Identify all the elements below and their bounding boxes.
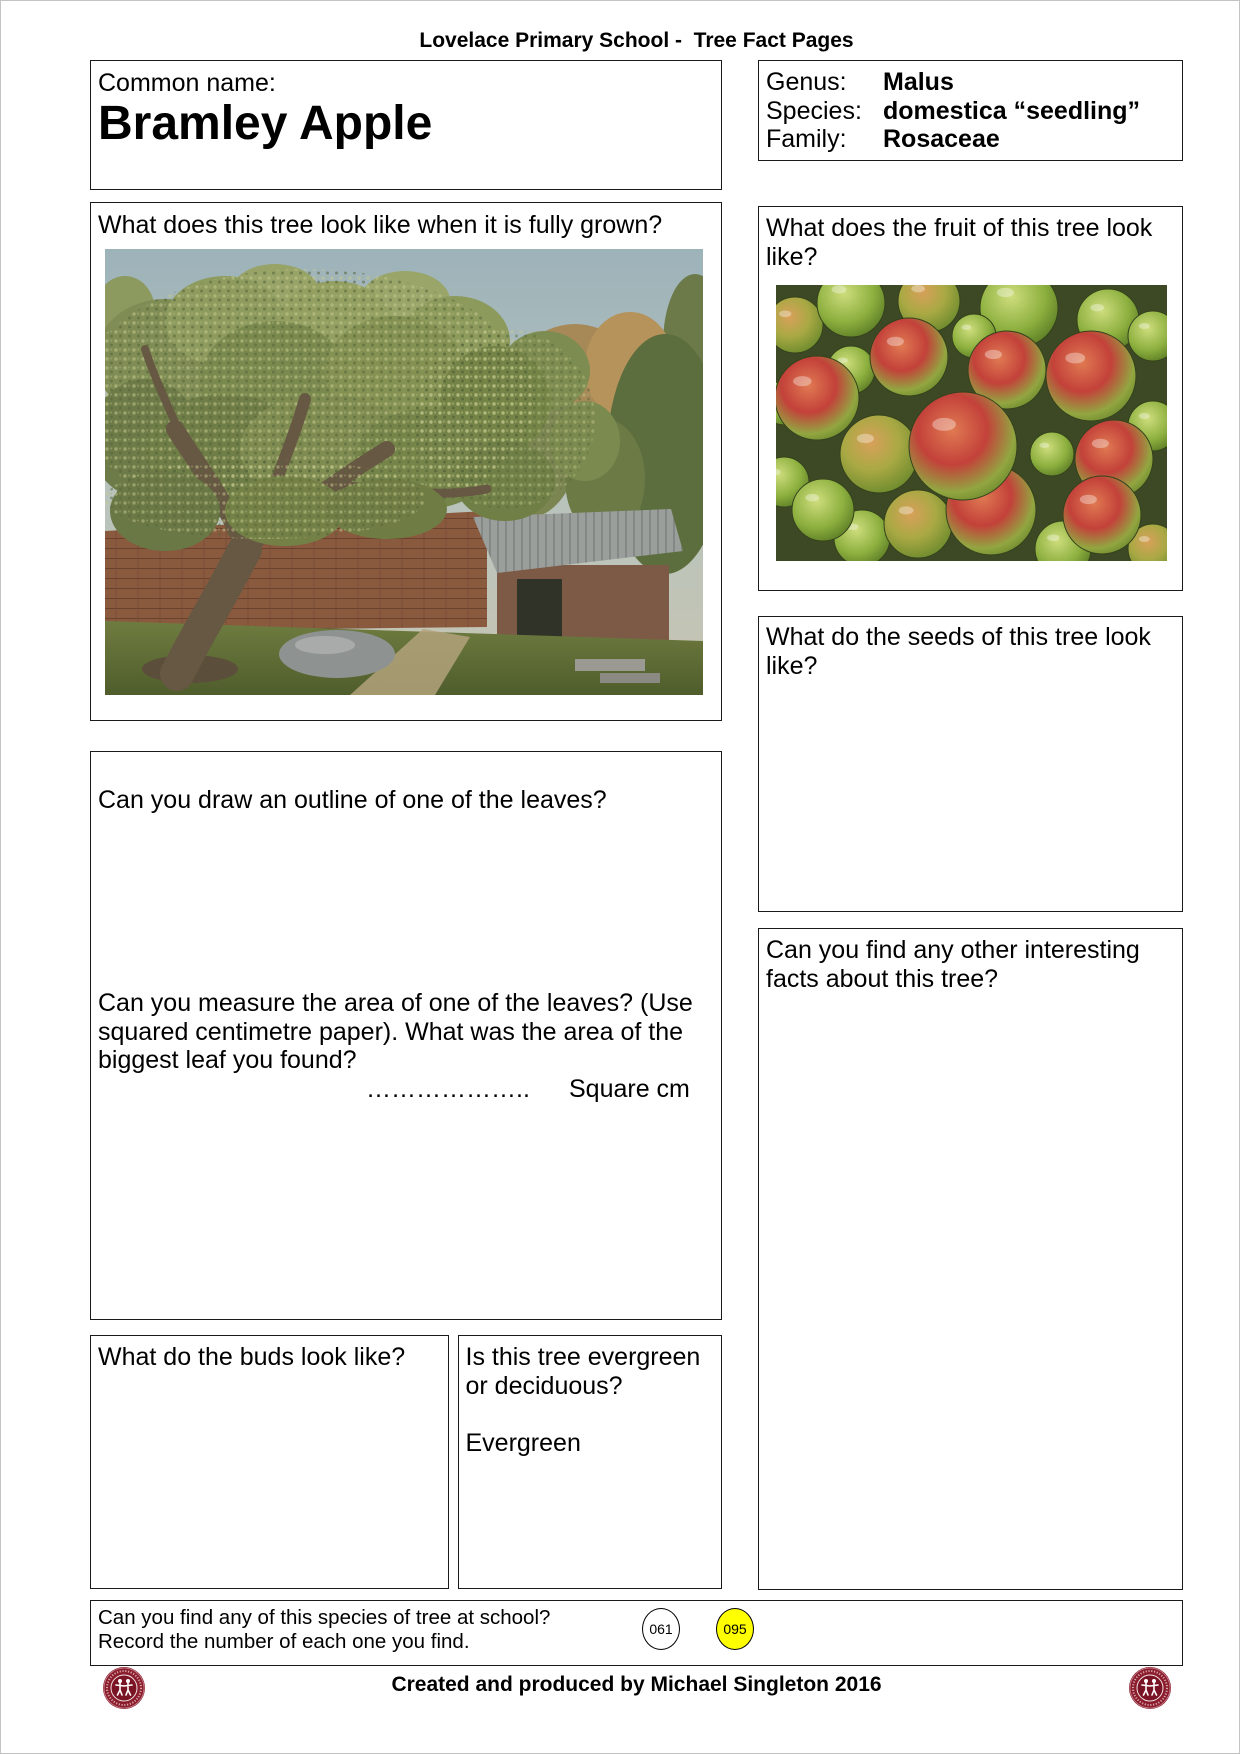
common-name-label: Common name:	[98, 69, 276, 97]
apple	[1063, 476, 1141, 554]
genus-value: Malus	[883, 68, 954, 96]
apple-highlight	[961, 324, 971, 329]
apple-highlight	[1138, 323, 1149, 329]
tree-tag-095: 095	[716, 1608, 754, 1650]
apple-highlight	[1047, 534, 1059, 541]
apple-highlight	[1039, 442, 1049, 447]
tree-tag-061: 061	[642, 1608, 680, 1650]
taxonomy-card	[758, 60, 1183, 161]
leaves-card	[90, 751, 722, 1320]
facts-card	[758, 928, 1183, 1590]
tree-count-card	[90, 1600, 1183, 1666]
tree-count-question-line1: Can you find any of this species of tree at school?	[98, 1605, 551, 1629]
apple-highlight	[1138, 536, 1149, 542]
apple	[909, 392, 1017, 500]
apple	[1046, 331, 1136, 421]
leaf-type-answer: Evergreen	[465, 1429, 581, 1457]
common-name-card	[90, 60, 722, 190]
apple-highlight	[793, 376, 811, 386]
apple-highlight	[932, 417, 956, 430]
apple	[1030, 432, 1074, 476]
apple	[840, 415, 918, 493]
apple-highlight	[805, 493, 819, 500]
leaf-area-question: Can you measure the area of one of the leaves? (Use squared centimetre paper). What was the area of the biggest leaf you found?	[98, 989, 693, 1074]
tree-count-question-line2: Record the number of each one you find.	[98, 1629, 470, 1653]
apple-highlight	[898, 506, 913, 514]
leaf-area-answer-blank: ………………..	[366, 1075, 530, 1103]
species-value: domestica “seedling”	[883, 96, 1141, 125]
fully-grown-card	[90, 202, 722, 721]
apple-highlight	[1065, 352, 1085, 363]
school-logo-icon	[1128, 1666, 1172, 1710]
leaf-type-card	[458, 1335, 722, 1589]
apple	[792, 479, 854, 541]
tree-painting	[105, 249, 703, 695]
apple-highlight	[984, 349, 1001, 358]
common-name: Bramley Apple	[98, 97, 433, 150]
apple-highlight	[856, 433, 873, 442]
buds-card	[90, 1335, 449, 1589]
genus-label: Genus:	[766, 68, 847, 96]
apple-highlight	[996, 287, 1013, 296]
fully-grown-question: What does this tree look like when it is fully grown?	[98, 211, 663, 239]
leaf-type-question: Is this tree evergreen or deciduous?	[465, 1343, 701, 1400]
apple-pile	[776, 285, 1167, 561]
apple-highlight	[1079, 494, 1096, 503]
buds-question: What do the buds look like?	[98, 1343, 406, 1371]
leaf-outline-question: Can you draw an outline of one of the leaves?	[98, 786, 607, 814]
fruit-question: What does the fruit of this tree look like?	[766, 214, 1153, 271]
seeds-question: What do the seeds of this tree look like?	[766, 623, 1151, 680]
apple-highlight	[779, 310, 791, 317]
apple-highlight	[911, 285, 925, 292]
apple-highlight	[831, 285, 846, 293]
apple-highlight	[886, 336, 903, 345]
header-title: Lovelace Primary School - Tree Fact Pages	[419, 29, 854, 52]
family-value: Rosaceae	[883, 125, 1000, 153]
facts-question: Can you find any other interesting facts about this tree?	[766, 936, 1140, 993]
taxonomy-table	[766, 68, 1140, 154]
species-label: Species:	[766, 96, 862, 125]
apple-highlight	[1138, 413, 1149, 419]
apple-highlight	[1091, 438, 1108, 447]
leaf-area-unit: Square cm	[569, 1075, 690, 1103]
apple	[884, 490, 952, 558]
seeds-card	[758, 616, 1183, 912]
apple	[776, 356, 859, 440]
fruit-card	[758, 206, 1183, 591]
family-label: Family:	[766, 125, 847, 153]
footer-credit: Created and produced by Michael Singleton 2016	[391, 1673, 882, 1696]
fruit-photo	[776, 285, 1167, 561]
apple	[870, 318, 948, 396]
apple-highlight	[1090, 303, 1104, 310]
